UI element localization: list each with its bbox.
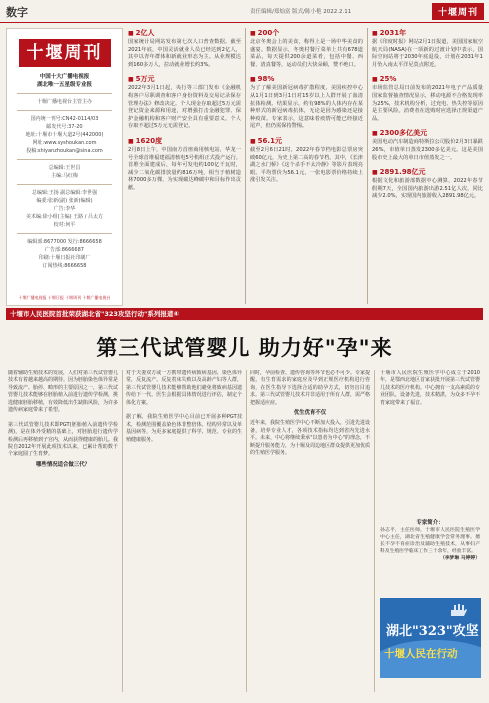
article-column-4 bbox=[380, 370, 480, 515]
article-text: 十堰市人民医院生殖医学中心成立于2010年，是鄂西北地区首家获批开展第三代试管婴儿技术的医疗机构。中心拥有一支高素质的专业团队，设备先进，技术精湛，为众多不孕不育家庭带来了福音。 bbox=[380, 370, 480, 406]
news-item-body: 2月8日上午，中国南方首座商用核电站，华龙一号全球首堆福建福清核电5号机组正式投产运行。首堆全面建成后，每年可发电约100亿千瓦时，减少二氧化碳排放量约816万吨，相当于植树造林7000多万棵，为实现碳达峰碳中和目标作出贡献。 bbox=[128, 146, 241, 191]
sidebar-line: 编委:张新(副) 张新(编辑) bbox=[36, 198, 93, 204]
sidebar-line: 广告:李华 bbox=[53, 206, 76, 212]
news-item bbox=[372, 128, 483, 162]
news-column-3 bbox=[372, 28, 483, 304]
news-item-body: 据《印度时报》网站2月1日报道，美国国家航空航天局(NASA)在一项新的过渡计划中表示，国际空间站将于2030年底退役，计划在2031年1月坠入南太平洋尼莫点附近。 bbox=[372, 39, 483, 68]
news-item-body: 美国电动汽车制造商特斯拉公司股价2月3日暴跌26%，市值单日蒸发2300多亿美元。这是美国股市史上最大的单日市值蒸发之一。 bbox=[372, 139, 483, 161]
sidebar-line: 订阅热线:8666658 bbox=[42, 263, 87, 269]
sidebar-line: 投稿:shiyanzhoukan@sina.com bbox=[26, 148, 103, 154]
news-item-title: ■ 2031年 bbox=[372, 28, 483, 39]
promo-line-1: 湖北"323"攻坚 bbox=[386, 624, 479, 639]
page-header bbox=[0, 0, 489, 23]
news-item-body: 2022年3月1日起，央行等三部门发布《金融机构客户尽职调查和客户身份资料及交易记录保存管理办法》修改决定。个人现金存取超过5万元需登记资金来源和用途，对增强打击金融犯罪、保护金融机构和客户财产安全具有重要意义。个人存取不超过5万元无需登记。 bbox=[128, 85, 241, 130]
sidebar-line: 印刷:十堰日报社印刷厂 bbox=[38, 255, 91, 261]
article-subheading: 优生优育不仅 bbox=[293, 410, 327, 417]
campaign-promo-image bbox=[380, 598, 481, 678]
column-rule bbox=[245, 28, 246, 304]
promo-line-2: 十堰人民在行动 bbox=[384, 648, 458, 660]
column-rule bbox=[122, 370, 123, 692]
news-item-body: 截至2月6日21时，2022年春节档电影总票房突破60亿元，为史上第二高的春节档。其中，《长津湖之水门桥》《这个杀手不太冷静》等影片表现亮眼。平均票价为56.1元，一张电影票价格持续上涨引发关注。 bbox=[250, 146, 363, 184]
sidebar-line: 湖北唯一五星级专业报 bbox=[36, 82, 92, 88]
news-item-title: ■ 98% bbox=[250, 74, 363, 85]
article-text: 同时，孕前检查、遗传咨询等环节也必不可少。专家提醒，有生育需求的家庭应及早到正规医疗机构进行咨询，在医生指导下选择合适的助孕方式，切勿盲目追求。第三代试管婴儿技术并非适用于所有人群，需严格把握适应症。 bbox=[250, 370, 370, 406]
news-item-body: 市场监管总局日前发布的2021年电子产品质量国家监督抽查情况显示，移动电源不合格发现率为25%，技术机构分析，过充电、热失控等原因是主要风险。消费者在选购时应选择正规渠道产品。 bbox=[372, 85, 483, 122]
news-item bbox=[250, 74, 363, 131]
news-item bbox=[372, 28, 483, 69]
sidebar-line: 美术编:徐小组(主编) 王路 / 吕太方 bbox=[25, 214, 104, 220]
section-label: 数字 bbox=[6, 6, 28, 19]
article-column-2 bbox=[126, 370, 242, 692]
expert-profile bbox=[380, 520, 480, 582]
sidebar-line: 主编:马红梅 bbox=[51, 173, 78, 179]
article-text: 近年来，我院生殖医学中心不断加大投入，引进先进设备，培养专业人才，各项技术指标均达到省内先进水平。未来，中心将继续秉承"以患者为中心"的理念，不断提升服务能力，为十堰及周边地区群众提供更加优质的生殖医学服务。 bbox=[250, 420, 370, 457]
byline: （李梦琳 马婷婷） bbox=[439, 556, 480, 561]
divider bbox=[17, 93, 112, 94]
news-item-body: 北京冬奥会上的美食，称得上是一场中华美食的盛宴。数据显示，冬奥村餐厅菜单上共有678道菜品，每天提供200余道菜肴，包括中餐、西餐、清真餐等，运动员们大快朵颐，赞不绝口。 bbox=[250, 39, 363, 68]
expert-profile-text: 孙志平，主任医师，十堰市人民医院生殖医学中心主任，湖北省生殖健康学会常务理事。擅长不孕不育症诊治及辅助生殖技术，从事妇产科及生殖医学临床工作三十余年，经验丰富。 bbox=[380, 528, 480, 554]
masthead-badge: 十堰周刊 bbox=[432, 3, 484, 20]
column-rule bbox=[246, 370, 247, 692]
news-item-title: ■ 2891.98亿元 bbox=[372, 167, 483, 178]
news-item-title: ■ 5万元 bbox=[128, 74, 241, 85]
article-subheading: 哪些情况适合做三代？ bbox=[36, 461, 90, 468]
sidebar-line: 国内统一刊号:CN42-0114/03 bbox=[30, 116, 99, 122]
sidebar-line: 总编辑:王世昌 bbox=[48, 165, 81, 171]
sidebar-line: 校对:何平 bbox=[53, 222, 76, 228]
news-column-2 bbox=[250, 28, 363, 304]
news-item bbox=[250, 28, 363, 69]
news-item bbox=[250, 136, 363, 185]
news-item-title: ■ 2亿人 bbox=[128, 28, 241, 39]
sidebar-line: 十堰广播电视台主管主办 bbox=[36, 99, 92, 105]
sidebar-line: 网址:www.syshoukan.com bbox=[32, 140, 97, 146]
news-item-body: 国家统计局网站发布第七次人口普查数据。截至2021年底，中国灵活就业人员已经达到2亿人，其中以青年群体和新就业形态为主。从业规模达到160多万人，拉动就业增长约3%。 bbox=[128, 39, 241, 68]
news-item bbox=[372, 74, 483, 123]
hand-icon bbox=[448, 602, 470, 620]
series-banner: 十堰市人民医院首批荣获湖北省"323攻坚行动"系列报道④ bbox=[6, 308, 483, 320]
editor-credits: 责任编辑/郑灿富 版式/陈小艳 2022.2.11 bbox=[250, 9, 352, 15]
news-item-title: ■ 56.1元 bbox=[250, 136, 363, 147]
news-item bbox=[128, 74, 241, 131]
column-rule bbox=[367, 28, 368, 304]
sidebar-line: 编辑部:8677000 发行:8666658 bbox=[27, 239, 102, 245]
expert-profile-title: 专家简介： bbox=[416, 520, 444, 526]
sidebar-line: 地址:十堰市十堰大道2号(442000) bbox=[25, 132, 104, 138]
article-text: 对于夫妻双方或一方携带遗传病致病基因、染色体异常，反复流产、反复着床失败以及高龄产妇等人群，第三代试管婴儿技术能够帮助他们避免将致病基因遗传给下一代。医生会根据具体情况进行评估，制定个体化方案。 据了解，我院生殖医学中心目前已开展多种PGT技术，检测范围覆盖染色体非整倍体、结构异常以及单基因病等，为更多家庭提供了科学、规范、专业的生殖健康服务。 bbox=[126, 370, 242, 443]
sidebar-line: 邮发代号:37-20 bbox=[46, 124, 83, 130]
news-item bbox=[128, 136, 241, 193]
news-item-body: 为了了解美国新冠病毒扩散程度，美国疾控中心从1月1日到3月1日对15岁以上人群开展了血清抗体检测。结果显示，约有98%的人体内存在某种形式的新冠病毒抗体，无论是因为感染还是接种疫苗。专家表示，这意味着疫情可能已经接近尾声，但仍需保持警惕。 bbox=[250, 85, 363, 130]
sidebar-line: 广告部:8666687 bbox=[45, 247, 84, 253]
news-item-title: ■ 2300多亿美元 bbox=[372, 128, 483, 139]
article-headline: 第三代试管婴儿 助力好"孕"来 bbox=[96, 335, 393, 360]
news-item-title: ■ 1620度 bbox=[128, 136, 241, 147]
article-column-1 bbox=[8, 370, 118, 692]
sidebar-footer: 十堰广播电视报 十堰日报 十堰周刊 十堰广播电视台 bbox=[18, 295, 111, 300]
masthead-sidebar bbox=[6, 28, 123, 306]
news-item-title: ■ 200个 bbox=[250, 28, 363, 39]
divider bbox=[17, 184, 112, 185]
sidebar-line: 总编辑:王扬 副总编辑:李世强 bbox=[32, 190, 97, 196]
divider bbox=[17, 159, 112, 160]
newspaper-logo: 十堰周刊 bbox=[19, 39, 111, 67]
article-column-3 bbox=[250, 370, 370, 692]
news-item-title: ■ 25% bbox=[372, 74, 483, 85]
divider bbox=[17, 233, 112, 234]
news-item-body: 根据文化和旅游部数据中心测算，2022年春节假期7天，全国国内旅游出游2.51亿人次，同比减少2.0%，实现国内旅游收入2891.98亿元。 bbox=[372, 178, 483, 200]
divider bbox=[17, 110, 112, 111]
news-item bbox=[372, 167, 483, 201]
article-text: 随着辅助生殖技术的发展，人们对第三代试管婴儿技术有着越来越高的期待。因为胚胎染色体异常是导致流产、胎停、畸形的主要原因之一，第三代试管婴儿技术能够在胚胎植入前进行遗传学检测，挑选健康胚胎移植，有效降低出生缺陷风险，为许多遗传病家庭带来了希望。 第三代试管婴儿技术即PGT(胚胎植入前遗传学检测)，是在体外受精的基础上，对胚胎进行遗传学检测后再移植到子宫内，从而获得健康的胎儿。我院自2012年开展此项技术以来，已累计帮助数千个家庭圆了生育梦。 bbox=[8, 370, 118, 458]
news-item bbox=[128, 28, 241, 69]
news-column-1 bbox=[128, 28, 241, 304]
sidebar-line: 中国十大广播电视报 bbox=[39, 74, 90, 80]
column-rule bbox=[374, 370, 375, 692]
